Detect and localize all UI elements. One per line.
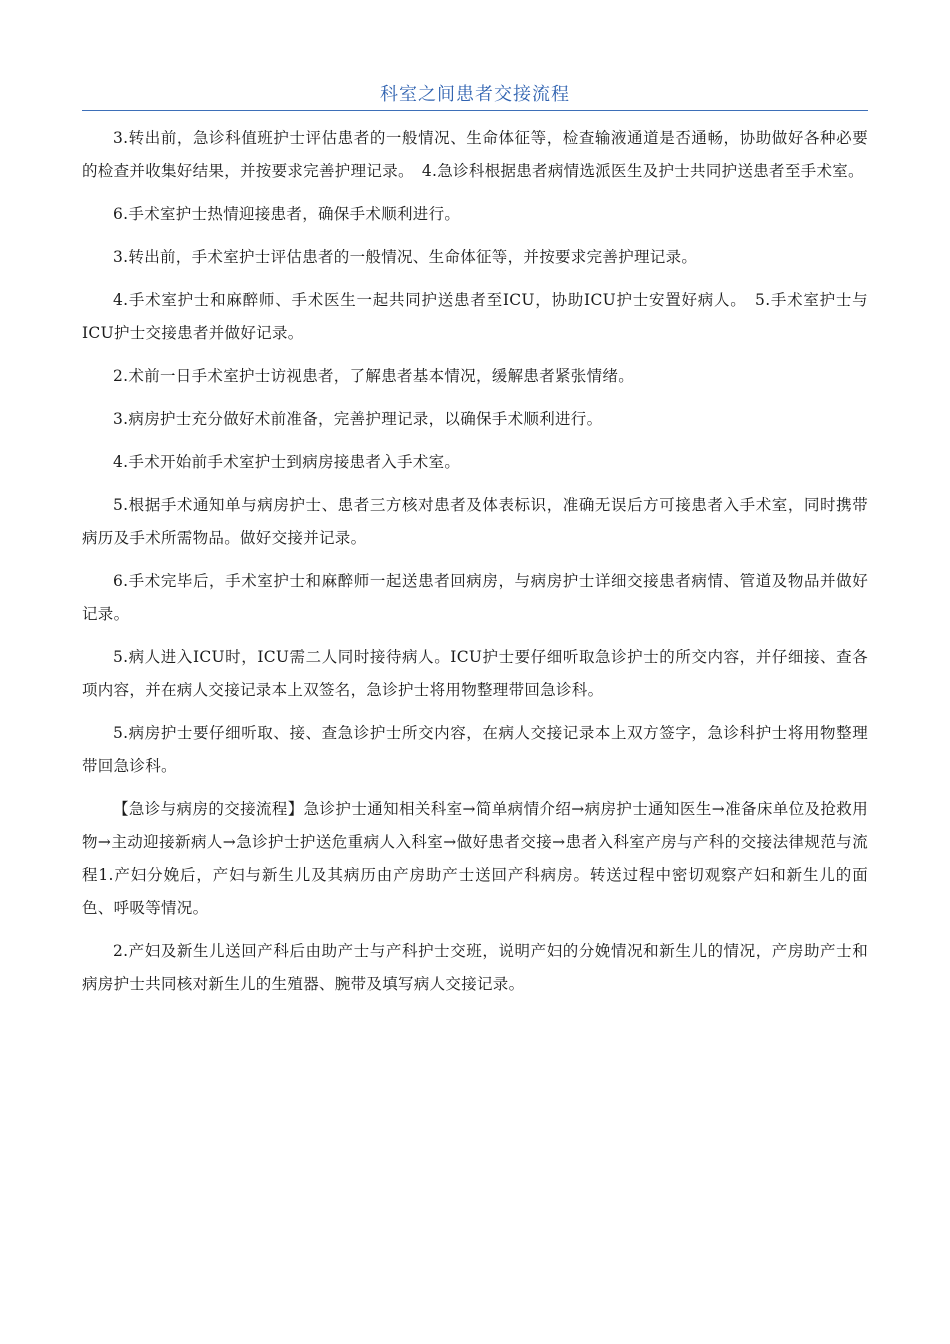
paragraph: 4.手术开始前手术室护士到病房接患者入手术室。 (113, 453, 461, 471)
paragraph: 2.术前一日手术室护士访视患者，了解患者基本情况，缓解患者紧张情绪。 (113, 367, 634, 385)
page-title: 科室之间患者交接流程 (380, 84, 570, 105)
paragraph: 2.产妇及新生儿送回产科后由助产士与产科护士交班，说明产妇的分娩情况和新生儿的情况，产房助产士和病房护士共同核对新生儿的生殖器、腕带及填写病人交接记录。 (82, 942, 868, 993)
paragraph: 4.手术室护士和麻醉师、手术医生一起共同护送患者至ICU，协助ICU护士安置好病人。 5.手术室护士与ICU护士交接患者并做好记录。 (82, 291, 868, 342)
paragraph: 6.手术完毕后，手术室护士和麻醉师一起送患者回病房，与病房护士详细交接患者病情、管道及物品并做好记录。 (82, 572, 868, 623)
paragraph: 3.转出前，手术室护士评估患者的一般情况、生命体征等，并按要求完善护理记录。 (113, 248, 698, 266)
paragraph: 3.转出前，急诊科值班护士评估患者的一般情况、生命体征等，检查输液通道是否通畅，协助做好各种必要的检查并收集好结果，并按要求完善护理记录。 4.急诊科根据患者病情选派医生及护士共同护送患者至手术室。 (82, 129, 868, 180)
paragraph: 3.病房护士充分做好术前准备，完善护理记录，以确保手术顺利进行。 (113, 410, 603, 428)
document-body (82, 122, 868, 1011)
paragraph: 5.病房护士要仔细听取、接、查急诊护士所交内容，在病人交接记录本上双方签字，急诊科护士将用物整理带回急诊科。 (82, 724, 868, 775)
paragraph: 5.病人进入ICU时，ICU需二人同时接待病人。ICU护士要仔细听取急诊护士的所交内容，并仔细接、查各项内容，并在病人交接记录本上双签名，急诊护士将用物整理带回急诊科。 (82, 648, 868, 699)
paragraph: 【急诊与病房的交接流程】急诊护士通知相关科室→简单病情介绍→病房护士通知医生→准备床单位及抢救用物→主动迎接新病人→急诊护士护送危重病人入科室→做好患者交接→患者入科室产房与产科的交接法律规范与流程1.产妇分娩后，产妇与新生儿及其病历由产房助产士送回产科病房。转送过程中密切观察产妇和新生儿的面色、呼吸等情况。 (82, 800, 868, 917)
paragraph: 6.手术室护士热情迎接患者，确保手术顺利进行。 (113, 205, 461, 223)
paragraph: 5.根据手术通知单与病房护士、患者三方核对患者及体表标识，准确无误后方可接患者入手术室，同时携带病历及手术所需物品。做好交接并记录。 (82, 496, 868, 547)
page-header (82, 80, 868, 111)
